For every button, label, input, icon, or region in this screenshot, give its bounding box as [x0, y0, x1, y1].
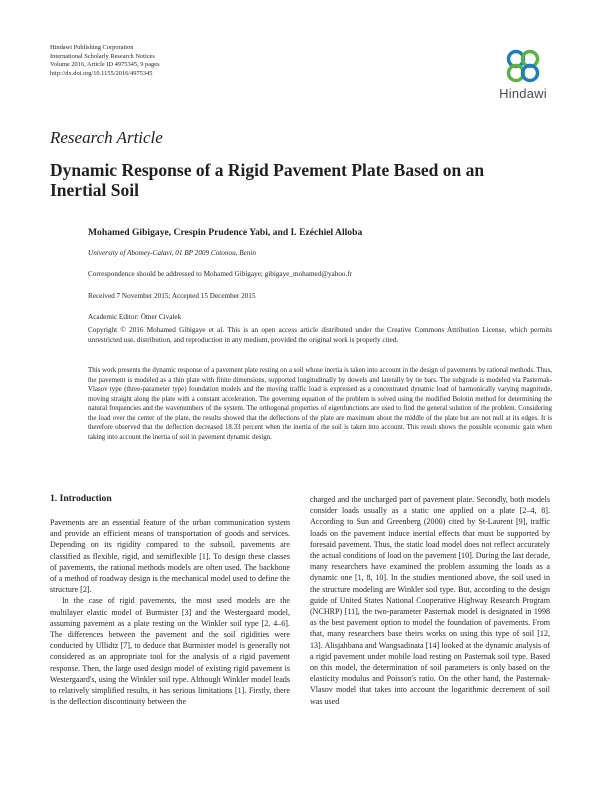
logo-wordmark: Hindawi: [499, 86, 547, 101]
affiliation: University of Abomey-Calavi, 01 BP 2009 Cotonou, Benin: [88, 249, 257, 257]
section-heading-introduction: 1. Introduction: [50, 493, 112, 504]
intro-paragraph-3: charged and the uncharged part of pavement plate. Secondly, both models consider loads usually as a static one applied on a plate [2–4, 8]. According to Sun and Greenberg (2000) cited by St-Laurent [9], traffic loads on the pavement induce inertial effects that must be supported by foresaid pavement. Thus, the static load model does not reflect accurately the actual conditions of load on the pavement [10]. During the last decade, many researchers have examined the problem assuming the loads as a dynamic one [1, 8, 10]. In the studies mentioned above, the soil used in the structure modeling are Winkler soil type. But, according to the design guide of United States National Cooperative Highway Research Program (NCHRP) [11], the two-parameter Pasternak model is designated in 1998 as the best pavement option to model the foundation of pavements. From that, many researchers base theirs works on using this type of soil [12, 13]. Alisjahbana and Wangsadinata [14] looked at the dynamic analysis of a rigid pavement under mobile load resting on Pasternak soil type. Based on this model, the determination of soil parameters is only based on the elasticity modulus and Poisson's ratio. On the other hand, the Pasternak-Vlasov model that takes into account the logarithmic decrement of soil was used: [310, 495, 550, 706]
intro-paragraph-2: In the case of rigid pavements, the most used models are the multilayer elastic model of Burmister [3] and the Westergaard model, assuming pavement as a plate resting on the Winkler soil type [2, 4–6]. The differences between the pavement and the soil rigidities were conducted by Ullidtz [7], to deduce that Burmister model is generally not considered as an appropriate tool for the analysis of a rigid pavement response. Then, the large used design model of existing rigid pavement is Westergaard's, using the Winkler soil type. Although Winkler model leads to relatively simplified results, it has serious limitations [1]. Firstly, there is the deflection discontinuity between the: [50, 596, 290, 707]
hindawi-logo-icon: [495, 46, 551, 86]
copyright-notice: Copyright © 2016 Mohamed Gibigaye et al. This is an open access article distributed under the Creative Commons Attribution License, which permits unrestricted use, distribution, and reproduction in any medium, provided the original work is properly cited.: [88, 326, 552, 344]
received-dates: Received 7 November 2015; Accepted 15 December 2015: [88, 292, 256, 300]
abstract: This work presents the dynamic response of a pavement plate resting on a soil whose inertia is taken into account in the design of pavements by rational methods. Thus, the pavement is modeled as a thin plate with finite dimensions, supported longitudinally by dowels and laterally by tie bars. The subgrade is modeled via Pasternak-Vlasov type (three-parameter type) foundation models and the moving traffic load is expressed as a concentrated dynamic load of harmonically varying magnitude, moving straight along the plate with a constant acceleration. The governing equation of the problem is solved using the modified Bolotin method for determining the natural frequencies and the wavenumbers of the system. The orthogonal properties of eigenfunctions are used to find the general solution of the problem. Considering the load over the center of the plate, the results showed that the deflections of the plate are maximum about the middle of the plate but are not null at its edges. It is therefore observed that the deflection decreased 18.33 percent when the inertia of the soil is taken into account. This result shows the possible economic gain when taking into account the inertia of soil in pavement dynamic design.: [88, 367, 552, 441]
journal-line: International Scholarly Research Notices: [50, 52, 155, 60]
journal-header: [50, 44, 160, 78]
correspondence-line: Correspondence should be addressed to Mohamed Gibigaye; gibigaye_mohamed@yahoo.fr: [88, 270, 353, 278]
volume-line: Volume 2016, Article ID 4975345, 9 pages: [50, 61, 160, 69]
hindawi-logo: [495, 46, 551, 106]
publisher-line: Hindawi Publishing Corporation: [50, 44, 134, 51]
paper-title: Dynamic Response of a Rigid Pavement Plate Based on an Inertial Soil: [50, 160, 485, 200]
article-type: Research Article: [50, 128, 163, 147]
right-column: [310, 494, 550, 707]
author-list: Mohamed Gibigaye, Crespin Prudence Yabi, and I. Ezéchiel Alloba: [88, 227, 363, 238]
doi-link[interactable]: http://dx.doi.org/10.1155/2016/4975345: [50, 69, 153, 77]
academic-editor: Academic Editor: Ömer Civalek: [88, 313, 182, 321]
left-column: [50, 517, 290, 707]
intro-paragraph-1: Pavements are an essential feature of the urban communication system and provide an efficient means of transportation of goods and services. Depending on its rigidity compared to the subsoil, pavements are classified as flexible, rigid, and semiflexible [1]. To design these classes of pavements, the rational methods models are often used. The backbone of a method of roadway design is the mechanical model used to define the structure [2].: [50, 518, 290, 595]
